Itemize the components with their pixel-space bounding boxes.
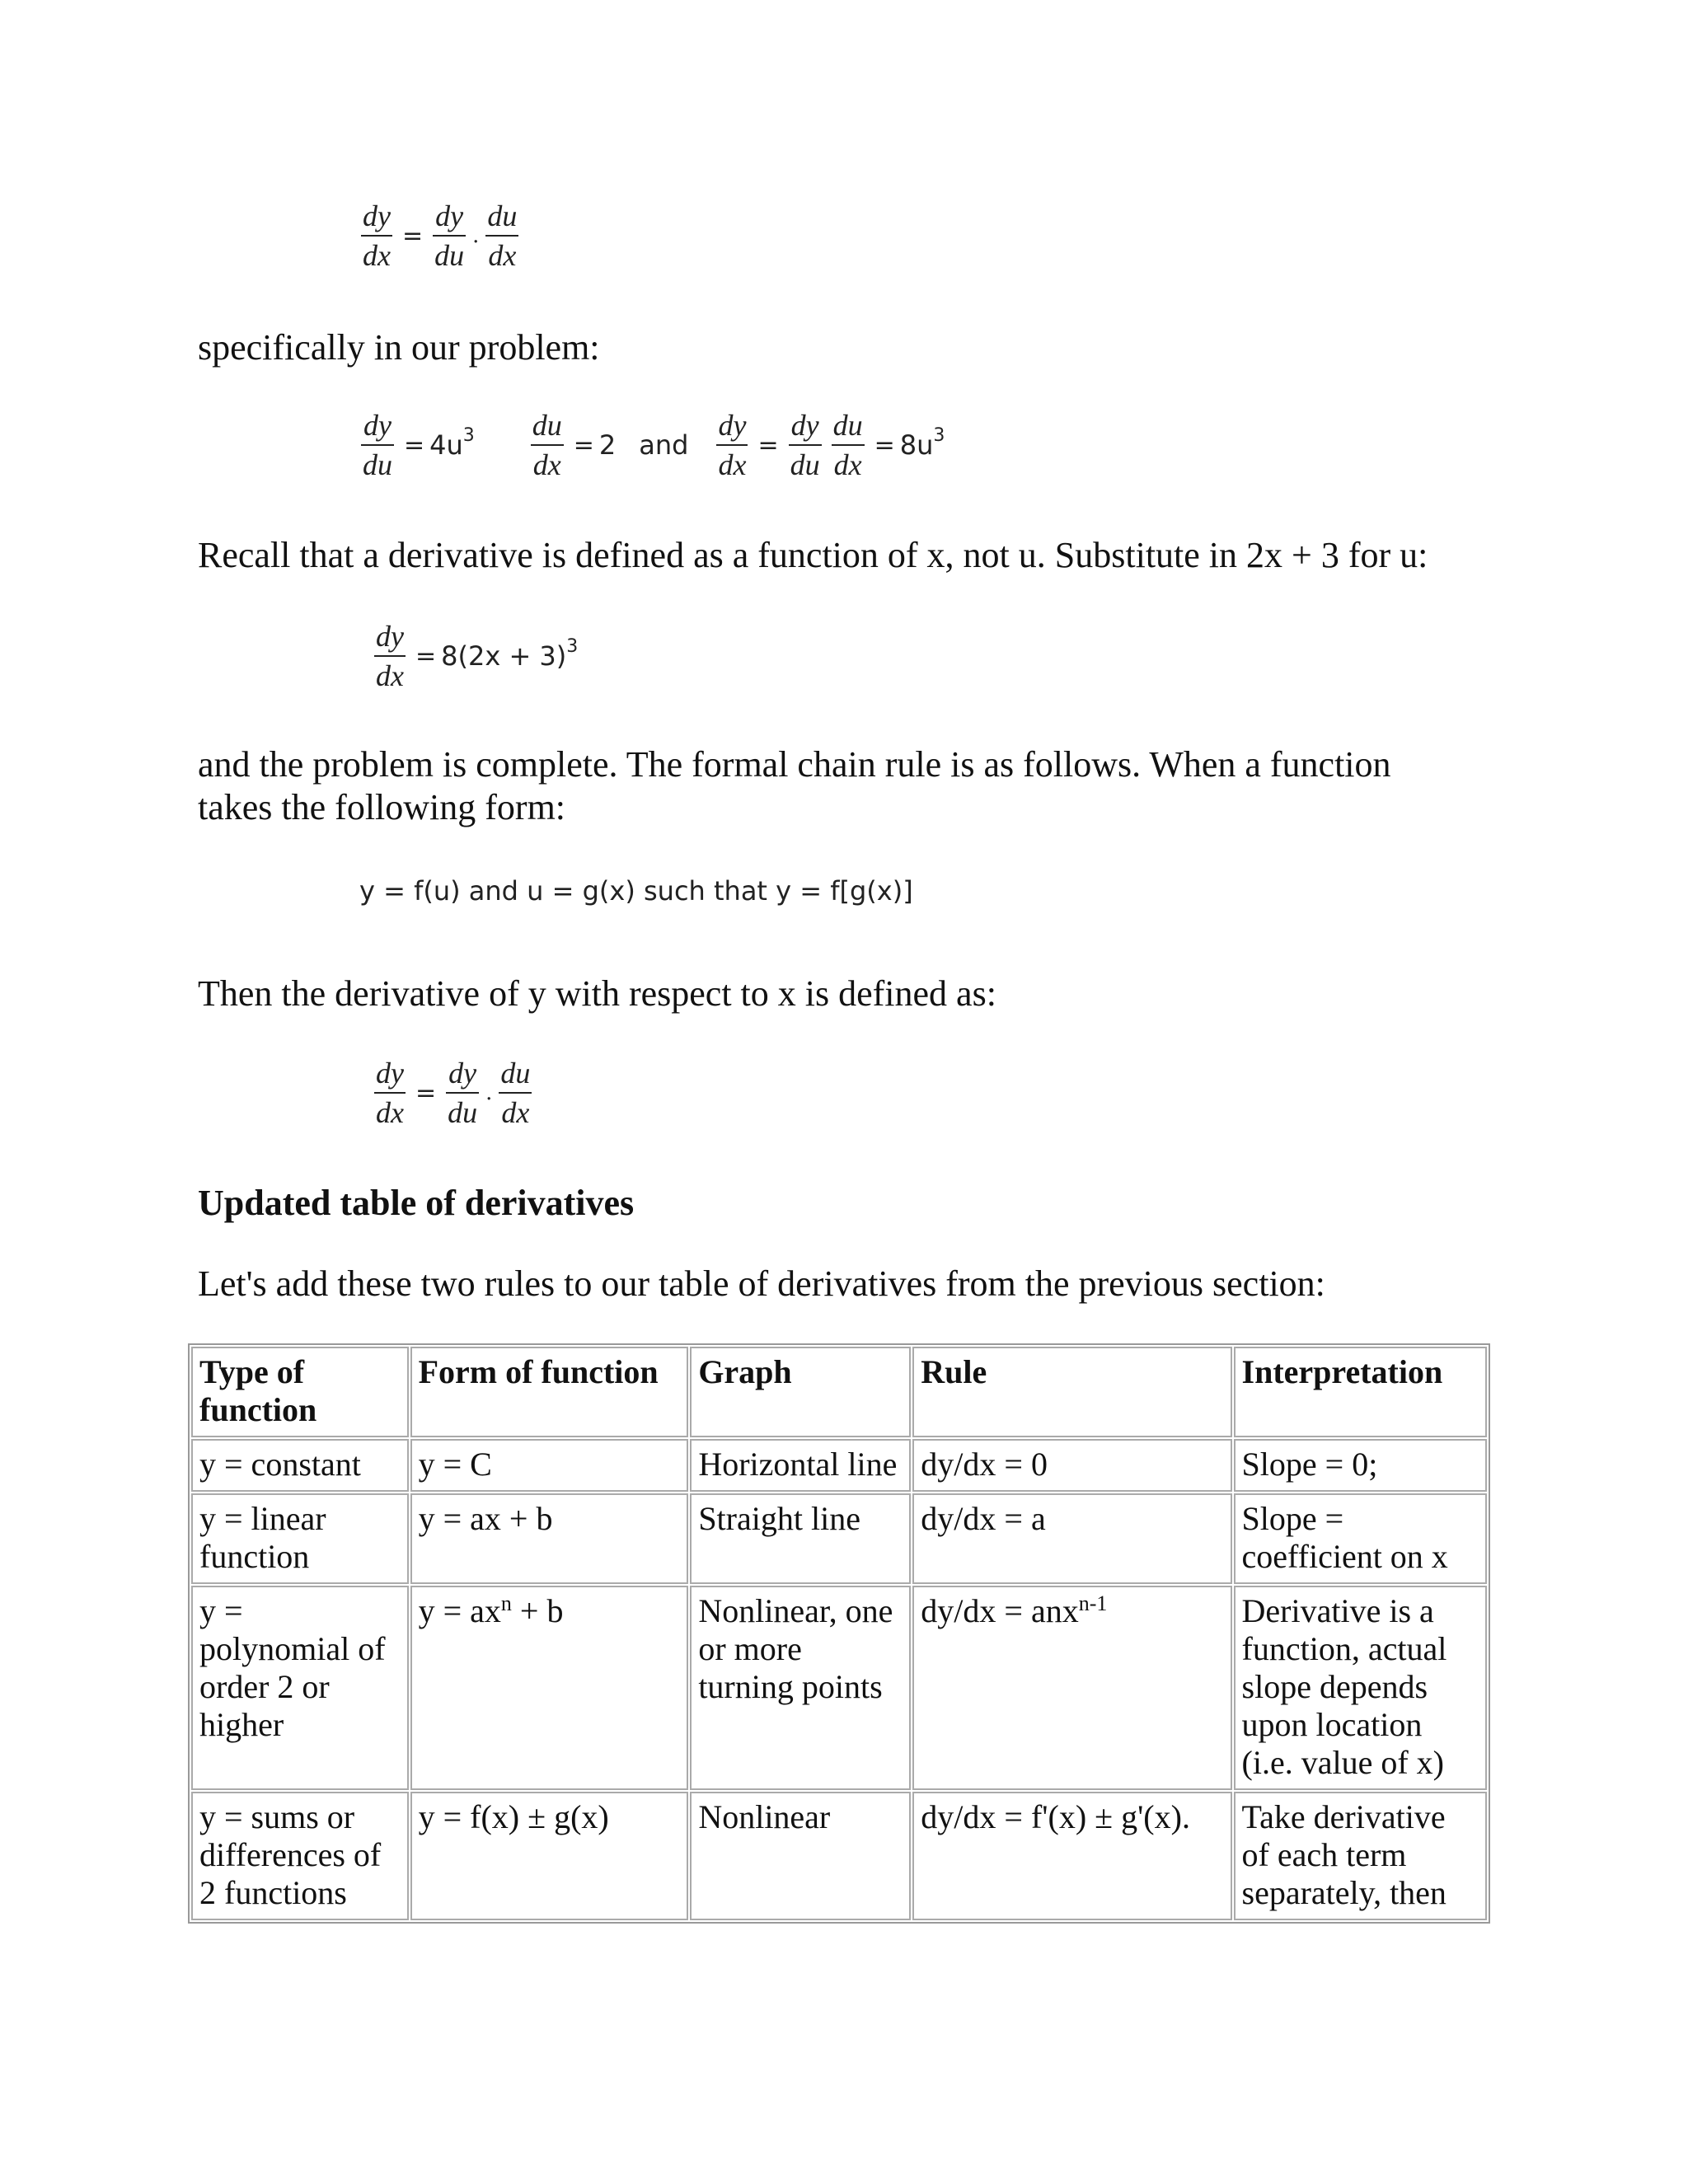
table-cell: y = ax + b — [410, 1493, 689, 1584]
paragraph-add-rules: Let's add these two rules to our table of derivatives from the previous section: — [198, 1263, 1325, 1304]
table-row — [191, 1792, 1487, 1920]
table-cell: Slope = 0; — [1234, 1439, 1487, 1492]
paragraph-problem-complete-line1: and the problem is complete. The formal chain rule is as follows. When a function — [198, 744, 1391, 785]
column-header: Interpretation — [1234, 1347, 1487, 1437]
table-cell: y = constant — [191, 1439, 409, 1492]
paragraph-recall: Recall that a derivative is defined as a function of x, not u. Substitute in 2x + 3 for u: — [198, 535, 1428, 575]
table-cell: Nonlinear — [690, 1792, 911, 1920]
derivatives-table — [188, 1343, 1490, 1924]
table-cell: dy/dx = a — [912, 1493, 1231, 1584]
table-cell: Derivative is a function, actual slope depends upon location (i.e. value of x) — [1234, 1586, 1487, 1790]
table-cell: Straight line — [690, 1493, 911, 1584]
table-row — [191, 1586, 1487, 1790]
table-cell: dy/dx = 0 — [912, 1439, 1231, 1492]
substituted-derivative-equation: $\frac{dy}{dx}$ = $8(2x + 3)^3$ — [376, 620, 579, 692]
fraction: $\frac{du}{dx}$ — [487, 199, 518, 272]
column-header: Rule — [912, 1347, 1231, 1437]
fraction: $\frac{dy}{du}$ — [434, 199, 465, 272]
table-row — [191, 1493, 1487, 1584]
table-cell: Horizontal line — [690, 1439, 911, 1492]
composite-function-equation: y = f(u) and u = g(x) such that y = f[g(x)] — [359, 875, 913, 907]
table-cell: $y = ax^n + b$ — [410, 1586, 689, 1790]
paragraph-problem-complete-line2: takes the following form: — [198, 787, 566, 827]
table-cell: y = polynomial of order 2 or higher — [191, 1586, 409, 1790]
table-cell: dy/dx = anx$^{n-1}$ — [912, 1586, 1231, 1790]
table-cell: y = C — [410, 1439, 689, 1492]
chain-rule-equation-bottom: $\frac{dy}{dx}$ = $\frac{dy}{du}$ · $\frac{du}{dx}$ — [376, 1057, 531, 1129]
column-header: Type of function — [191, 1347, 409, 1437]
column-header: Graph — [690, 1347, 911, 1437]
table-header-row — [191, 1347, 1487, 1437]
table-cell: Slope = coefficient on x — [1234, 1493, 1487, 1584]
paragraph-then-derivative: Then the derivative of y with respect to x is defined as: — [198, 973, 996, 1014]
table-cell: y = linear function — [191, 1493, 409, 1584]
fraction: $\frac{dy}{dx}$ — [363, 199, 391, 272]
table-cell: y = sums or differences of 2 functions — [191, 1792, 409, 1920]
problem-derivatives-equation: $\frac{dy}{du}$ = $4u^3$ $\frac{du}{dx}$ = 2 and $\frac{dy}{dx}$ = $\frac{dy}{du}$ $\frac{du}{dx}$ = $8u^3$ — [363, 409, 945, 481]
table-row — [191, 1439, 1487, 1492]
table-cell: Take derivative of each term separately, then — [1234, 1792, 1487, 1920]
table-cell: y = f(x) ± g(x) — [410, 1792, 689, 1920]
chain-rule-equation-top: $\frac{dy}{dx}$ = $\frac{dy}{du}$ · $\frac{du}{dx}$ — [363, 199, 518, 272]
table-cell: dy/dx = f'(x) ± g'(x). — [912, 1792, 1231, 1920]
table-cell: Nonlinear, one or more turning points — [690, 1586, 911, 1790]
section-heading: Updated table of derivatives — [198, 1183, 635, 1223]
paragraph-specifically: specifically in our problem: — [198, 327, 600, 368]
column-header: Form of function — [410, 1347, 689, 1437]
